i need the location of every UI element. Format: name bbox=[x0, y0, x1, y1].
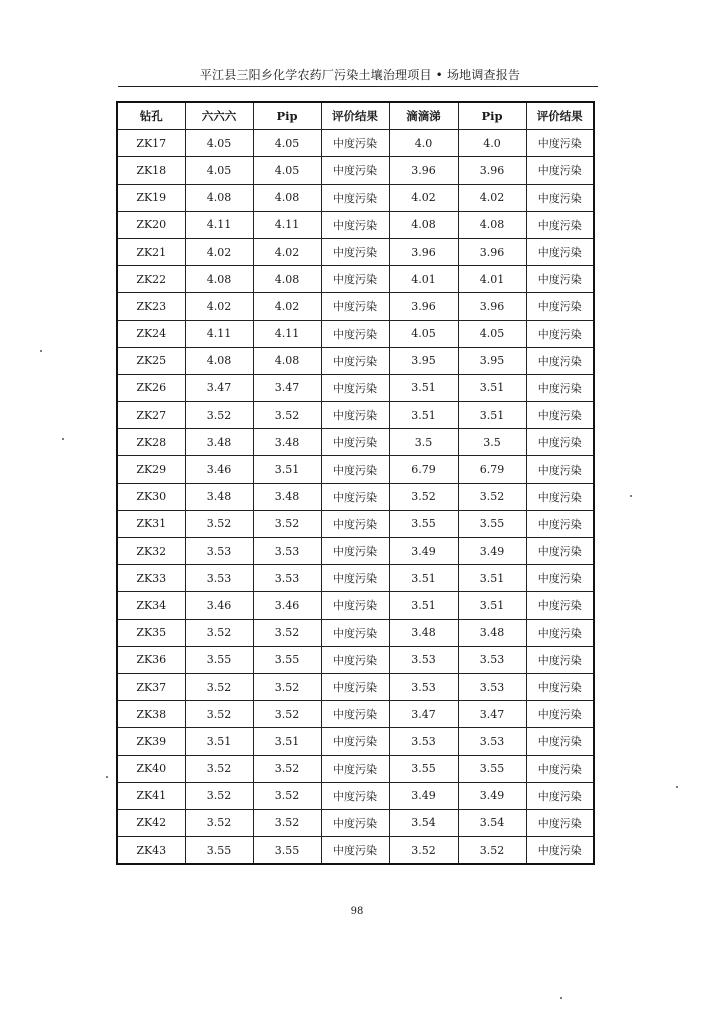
ddt-value-cell: 3.5 bbox=[389, 429, 458, 456]
hch-evaluation-cell: 中度污染 bbox=[321, 538, 389, 565]
hch-evaluation-cell: 中度污染 bbox=[321, 483, 389, 510]
ddt-evaluation-cell: 中度污染 bbox=[526, 320, 594, 347]
ddt-pip-cell: 3.49 bbox=[458, 538, 526, 565]
ddt-value-cell: 4.01 bbox=[389, 266, 458, 293]
borehole-id-cell: ZK41 bbox=[117, 782, 185, 809]
hch-value-cell: 3.52 bbox=[185, 782, 253, 809]
table-header-row bbox=[117, 102, 594, 130]
ddt-evaluation-cell: 中度污染 bbox=[526, 646, 594, 673]
table-row bbox=[117, 320, 594, 347]
hch-value-cell: 3.52 bbox=[185, 755, 253, 782]
hch-value-cell: 3.52 bbox=[185, 701, 253, 728]
table-row bbox=[117, 809, 594, 836]
hch-value-cell: 3.48 bbox=[185, 483, 253, 510]
ddt-value-cell: 4.0 bbox=[389, 130, 458, 157]
hch-pip-cell: 3.51 bbox=[253, 456, 321, 483]
scan-speck bbox=[62, 438, 64, 440]
hch-evaluation-cell: 中度污染 bbox=[321, 320, 389, 347]
table-row bbox=[117, 701, 594, 728]
table-row bbox=[117, 510, 594, 537]
ddt-pip-cell: 3.53 bbox=[458, 673, 526, 700]
table-row bbox=[117, 782, 594, 809]
ddt-evaluation-cell: 中度污染 bbox=[526, 293, 594, 320]
ddt-pip-cell: 3.51 bbox=[458, 402, 526, 429]
table-row bbox=[117, 592, 594, 619]
hch-evaluation-cell: 中度污染 bbox=[321, 701, 389, 728]
ddt-evaluation-cell: 中度污染 bbox=[526, 211, 594, 238]
hch-pip-cell: 3.52 bbox=[253, 809, 321, 836]
hch-pip-cell: 3.53 bbox=[253, 565, 321, 592]
hch-pip-cell: 3.52 bbox=[253, 402, 321, 429]
hch-evaluation-cell: 中度污染 bbox=[321, 728, 389, 755]
ddt-evaluation-cell: 中度污染 bbox=[526, 673, 594, 700]
borehole-id-cell: ZK27 bbox=[117, 402, 185, 429]
ddt-value-cell: 6.79 bbox=[389, 456, 458, 483]
borehole-id-cell: ZK33 bbox=[117, 565, 185, 592]
hch-value-cell: 4.02 bbox=[185, 293, 253, 320]
hch-pip-cell: 3.52 bbox=[253, 673, 321, 700]
hch-evaluation-cell: 中度污染 bbox=[321, 402, 389, 429]
hch-value-cell: 3.51 bbox=[185, 728, 253, 755]
scan-speck bbox=[106, 776, 108, 778]
hch-evaluation-cell: 中度污染 bbox=[321, 592, 389, 619]
scan-speck bbox=[630, 495, 632, 497]
scan-speck bbox=[676, 786, 678, 788]
column-header: Pip bbox=[458, 102, 526, 130]
ddt-evaluation-cell: 中度污染 bbox=[526, 837, 594, 865]
hch-pip-cell: 3.48 bbox=[253, 483, 321, 510]
hch-evaluation-cell: 中度污染 bbox=[321, 565, 389, 592]
hch-pip-cell: 4.05 bbox=[253, 157, 321, 184]
ddt-value-cell: 3.51 bbox=[389, 402, 458, 429]
scan-speck bbox=[40, 350, 42, 352]
hch-evaluation-cell: 中度污染 bbox=[321, 456, 389, 483]
ddt-value-cell: 3.51 bbox=[389, 374, 458, 401]
ddt-evaluation-cell: 中度污染 bbox=[526, 130, 594, 157]
hch-value-cell: 4.05 bbox=[185, 157, 253, 184]
hch-value-cell: 3.47 bbox=[185, 374, 253, 401]
table-row bbox=[117, 483, 594, 510]
ddt-evaluation-cell: 中度污染 bbox=[526, 619, 594, 646]
ddt-pip-cell: 4.0 bbox=[458, 130, 526, 157]
ddt-evaluation-cell: 中度污染 bbox=[526, 728, 594, 755]
ddt-pip-cell: 3.47 bbox=[458, 701, 526, 728]
hch-pip-cell: 3.52 bbox=[253, 782, 321, 809]
ddt-pip-cell: 4.02 bbox=[458, 184, 526, 211]
table-row bbox=[117, 238, 594, 265]
column-header: 六六六 bbox=[185, 102, 253, 130]
borehole-id-cell: ZK22 bbox=[117, 266, 185, 293]
hch-evaluation-cell: 中度污染 bbox=[321, 211, 389, 238]
hch-pip-cell: 3.51 bbox=[253, 728, 321, 755]
ddt-value-cell: 4.05 bbox=[389, 320, 458, 347]
hch-evaluation-cell: 中度污染 bbox=[321, 755, 389, 782]
hch-evaluation-cell: 中度污染 bbox=[321, 673, 389, 700]
borehole-id-cell: ZK17 bbox=[117, 130, 185, 157]
hch-evaluation-cell: 中度污染 bbox=[321, 184, 389, 211]
hch-evaluation-cell: 中度污染 bbox=[321, 374, 389, 401]
ddt-evaluation-cell: 中度污染 bbox=[526, 402, 594, 429]
table-row bbox=[117, 266, 594, 293]
ddt-pip-cell: 3.52 bbox=[458, 837, 526, 865]
ddt-value-cell: 3.51 bbox=[389, 592, 458, 619]
hch-value-cell: 3.48 bbox=[185, 429, 253, 456]
hch-pip-cell: 4.11 bbox=[253, 211, 321, 238]
hch-evaluation-cell: 中度污染 bbox=[321, 157, 389, 184]
table-row bbox=[117, 673, 594, 700]
hch-value-cell: 4.05 bbox=[185, 130, 253, 157]
ddt-evaluation-cell: 中度污染 bbox=[526, 755, 594, 782]
hch-value-cell: 3.52 bbox=[185, 673, 253, 700]
ddt-pip-cell: 3.96 bbox=[458, 238, 526, 265]
borehole-id-cell: ZK29 bbox=[117, 456, 185, 483]
borehole-id-cell: ZK32 bbox=[117, 538, 185, 565]
ddt-pip-cell: 3.54 bbox=[458, 809, 526, 836]
ddt-pip-cell: 6.79 bbox=[458, 456, 526, 483]
ddt-pip-cell: 3.95 bbox=[458, 347, 526, 374]
ddt-value-cell: 3.51 bbox=[389, 565, 458, 592]
ddt-evaluation-cell: 中度污染 bbox=[526, 565, 594, 592]
borehole-id-cell: ZK24 bbox=[117, 320, 185, 347]
ddt-pip-cell: 3.5 bbox=[458, 429, 526, 456]
hch-evaluation-cell: 中度污染 bbox=[321, 510, 389, 537]
hch-pip-cell: 4.05 bbox=[253, 130, 321, 157]
table-row bbox=[117, 456, 594, 483]
ddt-pip-cell: 3.96 bbox=[458, 293, 526, 320]
column-header: Pip bbox=[253, 102, 321, 130]
ddt-value-cell: 4.08 bbox=[389, 211, 458, 238]
ddt-evaluation-cell: 中度污染 bbox=[526, 266, 594, 293]
hch-evaluation-cell: 中度污染 bbox=[321, 238, 389, 265]
ddt-evaluation-cell: 中度污染 bbox=[526, 701, 594, 728]
page-number: 98 bbox=[350, 906, 364, 917]
borehole-id-cell: ZK34 bbox=[117, 592, 185, 619]
hch-pip-cell: 3.47 bbox=[253, 374, 321, 401]
column-header: 钻孔 bbox=[117, 102, 185, 130]
hch-value-cell: 3.52 bbox=[185, 619, 253, 646]
ddt-evaluation-cell: 中度污染 bbox=[526, 782, 594, 809]
borehole-id-cell: ZK25 bbox=[117, 347, 185, 374]
hch-value-cell: 3.53 bbox=[185, 538, 253, 565]
ddt-pip-cell: 4.05 bbox=[458, 320, 526, 347]
page-header-title: 平江县三阳乡化学农药厂污染土壤治理项目 • 场地调查报告 bbox=[199, 68, 521, 82]
hch-value-cell: 4.02 bbox=[185, 238, 253, 265]
ddt-pip-cell: 3.52 bbox=[458, 483, 526, 510]
ddt-value-cell: 4.02 bbox=[389, 184, 458, 211]
ddt-value-cell: 3.49 bbox=[389, 538, 458, 565]
table-row bbox=[117, 429, 594, 456]
hch-pip-cell: 3.55 bbox=[253, 646, 321, 673]
hch-pip-cell: 3.52 bbox=[253, 701, 321, 728]
column-header: 评价结果 bbox=[526, 102, 594, 130]
borehole-id-cell: ZK26 bbox=[117, 374, 185, 401]
ddt-evaluation-cell: 中度污染 bbox=[526, 184, 594, 211]
table-row bbox=[117, 755, 594, 782]
ddt-pip-cell: 3.49 bbox=[458, 782, 526, 809]
table-row bbox=[117, 728, 594, 755]
ddt-evaluation-cell: 中度污染 bbox=[526, 347, 594, 374]
table-row bbox=[117, 211, 594, 238]
borehole-id-cell: ZK38 bbox=[117, 701, 185, 728]
ddt-pip-cell: 3.51 bbox=[458, 565, 526, 592]
hch-pip-cell: 3.48 bbox=[253, 429, 321, 456]
ddt-value-cell: 3.55 bbox=[389, 755, 458, 782]
ddt-value-cell: 3.48 bbox=[389, 619, 458, 646]
hch-pip-cell: 4.08 bbox=[253, 184, 321, 211]
borehole-id-cell: ZK43 bbox=[117, 837, 185, 865]
table-row bbox=[117, 293, 594, 320]
table-row bbox=[117, 130, 594, 157]
ddt-pip-cell: 3.55 bbox=[458, 755, 526, 782]
hch-pip-cell: 4.08 bbox=[253, 266, 321, 293]
borehole-id-cell: ZK18 bbox=[117, 157, 185, 184]
borehole-id-cell: ZK35 bbox=[117, 619, 185, 646]
table-row bbox=[117, 565, 594, 592]
column-header: 滴滴涕 bbox=[389, 102, 458, 130]
hch-value-cell: 4.08 bbox=[185, 347, 253, 374]
borehole-id-cell: ZK19 bbox=[117, 184, 185, 211]
hch-value-cell: 3.52 bbox=[185, 402, 253, 429]
hch-pip-cell: 3.52 bbox=[253, 510, 321, 537]
hch-pip-cell: 4.02 bbox=[253, 238, 321, 265]
borehole-id-cell: ZK36 bbox=[117, 646, 185, 673]
hch-pip-cell: 4.02 bbox=[253, 293, 321, 320]
hch-evaluation-cell: 中度污染 bbox=[321, 837, 389, 865]
hch-pip-cell: 3.52 bbox=[253, 619, 321, 646]
ddt-pip-cell: 3.48 bbox=[458, 619, 526, 646]
hch-pip-cell: 3.52 bbox=[253, 755, 321, 782]
hch-value-cell: 4.11 bbox=[185, 320, 253, 347]
hch-value-cell: 3.55 bbox=[185, 837, 253, 865]
hch-value-cell: 3.53 bbox=[185, 565, 253, 592]
ddt-value-cell: 3.96 bbox=[389, 157, 458, 184]
ddt-value-cell: 3.52 bbox=[389, 837, 458, 865]
table-row bbox=[117, 347, 594, 374]
borehole-id-cell: ZK40 bbox=[117, 755, 185, 782]
ddt-value-cell: 3.47 bbox=[389, 701, 458, 728]
ddt-value-cell: 3.53 bbox=[389, 673, 458, 700]
ddt-value-cell: 3.53 bbox=[389, 728, 458, 755]
table-row bbox=[117, 157, 594, 184]
scan-speck bbox=[560, 997, 562, 999]
hch-value-cell: 4.08 bbox=[185, 184, 253, 211]
table-row bbox=[117, 837, 594, 865]
borehole-id-cell: ZK23 bbox=[117, 293, 185, 320]
hch-evaluation-cell: 中度污染 bbox=[321, 646, 389, 673]
hch-value-cell: 4.08 bbox=[185, 266, 253, 293]
ddt-evaluation-cell: 中度污染 bbox=[526, 510, 594, 537]
borehole-id-cell: ZK42 bbox=[117, 809, 185, 836]
ddt-value-cell: 3.52 bbox=[389, 483, 458, 510]
ddt-evaluation-cell: 中度污染 bbox=[526, 809, 594, 836]
header-divider bbox=[118, 86, 598, 87]
hch-value-cell: 3.52 bbox=[185, 809, 253, 836]
ddt-evaluation-cell: 中度污染 bbox=[526, 538, 594, 565]
ddt-pip-cell: 3.51 bbox=[458, 374, 526, 401]
table-row bbox=[117, 619, 594, 646]
table-body bbox=[117, 130, 594, 865]
borehole-id-cell: ZK21 bbox=[117, 238, 185, 265]
ddt-evaluation-cell: 中度污染 bbox=[526, 429, 594, 456]
ddt-pip-cell: 4.01 bbox=[458, 266, 526, 293]
hch-evaluation-cell: 中度污染 bbox=[321, 347, 389, 374]
hch-pip-cell: 3.46 bbox=[253, 592, 321, 619]
hch-pip-cell: 3.55 bbox=[253, 837, 321, 865]
ddt-evaluation-cell: 中度污染 bbox=[526, 592, 594, 619]
ddt-pip-cell: 3.53 bbox=[458, 646, 526, 673]
borehole-id-cell: ZK28 bbox=[117, 429, 185, 456]
ddt-pip-cell: 4.08 bbox=[458, 211, 526, 238]
hch-pip-cell: 4.08 bbox=[253, 347, 321, 374]
borehole-id-cell: ZK31 bbox=[117, 510, 185, 537]
ddt-pip-cell: 3.53 bbox=[458, 728, 526, 755]
ddt-evaluation-cell: 中度污染 bbox=[526, 456, 594, 483]
data-table bbox=[116, 101, 595, 865]
borehole-id-cell: ZK37 bbox=[117, 673, 185, 700]
hch-value-cell: 3.46 bbox=[185, 456, 253, 483]
table-row bbox=[117, 402, 594, 429]
table-row bbox=[117, 646, 594, 673]
hch-evaluation-cell: 中度污染 bbox=[321, 293, 389, 320]
ddt-pip-cell: 3.96 bbox=[458, 157, 526, 184]
hch-evaluation-cell: 中度污染 bbox=[321, 429, 389, 456]
table-row bbox=[117, 374, 594, 401]
ddt-evaluation-cell: 中度污染 bbox=[526, 483, 594, 510]
ddt-value-cell: 3.95 bbox=[389, 347, 458, 374]
ddt-evaluation-cell: 中度污染 bbox=[526, 157, 594, 184]
hch-evaluation-cell: 中度污染 bbox=[321, 266, 389, 293]
ddt-evaluation-cell: 中度污染 bbox=[526, 374, 594, 401]
ddt-pip-cell: 3.51 bbox=[458, 592, 526, 619]
borehole-id-cell: ZK20 bbox=[117, 211, 185, 238]
ddt-value-cell: 3.96 bbox=[389, 293, 458, 320]
hch-evaluation-cell: 中度污染 bbox=[321, 809, 389, 836]
hch-value-cell: 3.55 bbox=[185, 646, 253, 673]
ddt-value-cell: 3.55 bbox=[389, 510, 458, 537]
hch-value-cell: 3.46 bbox=[185, 592, 253, 619]
ddt-pip-cell: 3.55 bbox=[458, 510, 526, 537]
hch-value-cell: 4.11 bbox=[185, 211, 253, 238]
ddt-value-cell: 3.54 bbox=[389, 809, 458, 836]
borehole-id-cell: ZK39 bbox=[117, 728, 185, 755]
table-row bbox=[117, 184, 594, 211]
ddt-value-cell: 3.53 bbox=[389, 646, 458, 673]
hch-pip-cell: 3.53 bbox=[253, 538, 321, 565]
hch-pip-cell: 4.11 bbox=[253, 320, 321, 347]
ddt-evaluation-cell: 中度污染 bbox=[526, 238, 594, 265]
ddt-value-cell: 3.96 bbox=[389, 238, 458, 265]
table-row bbox=[117, 538, 594, 565]
hch-evaluation-cell: 中度污染 bbox=[321, 782, 389, 809]
ddt-value-cell: 3.49 bbox=[389, 782, 458, 809]
hch-evaluation-cell: 中度污染 bbox=[321, 619, 389, 646]
borehole-id-cell: ZK30 bbox=[117, 483, 185, 510]
column-header: 评价结果 bbox=[321, 102, 389, 130]
hch-evaluation-cell: 中度污染 bbox=[321, 130, 389, 157]
hch-value-cell: 3.52 bbox=[185, 510, 253, 537]
